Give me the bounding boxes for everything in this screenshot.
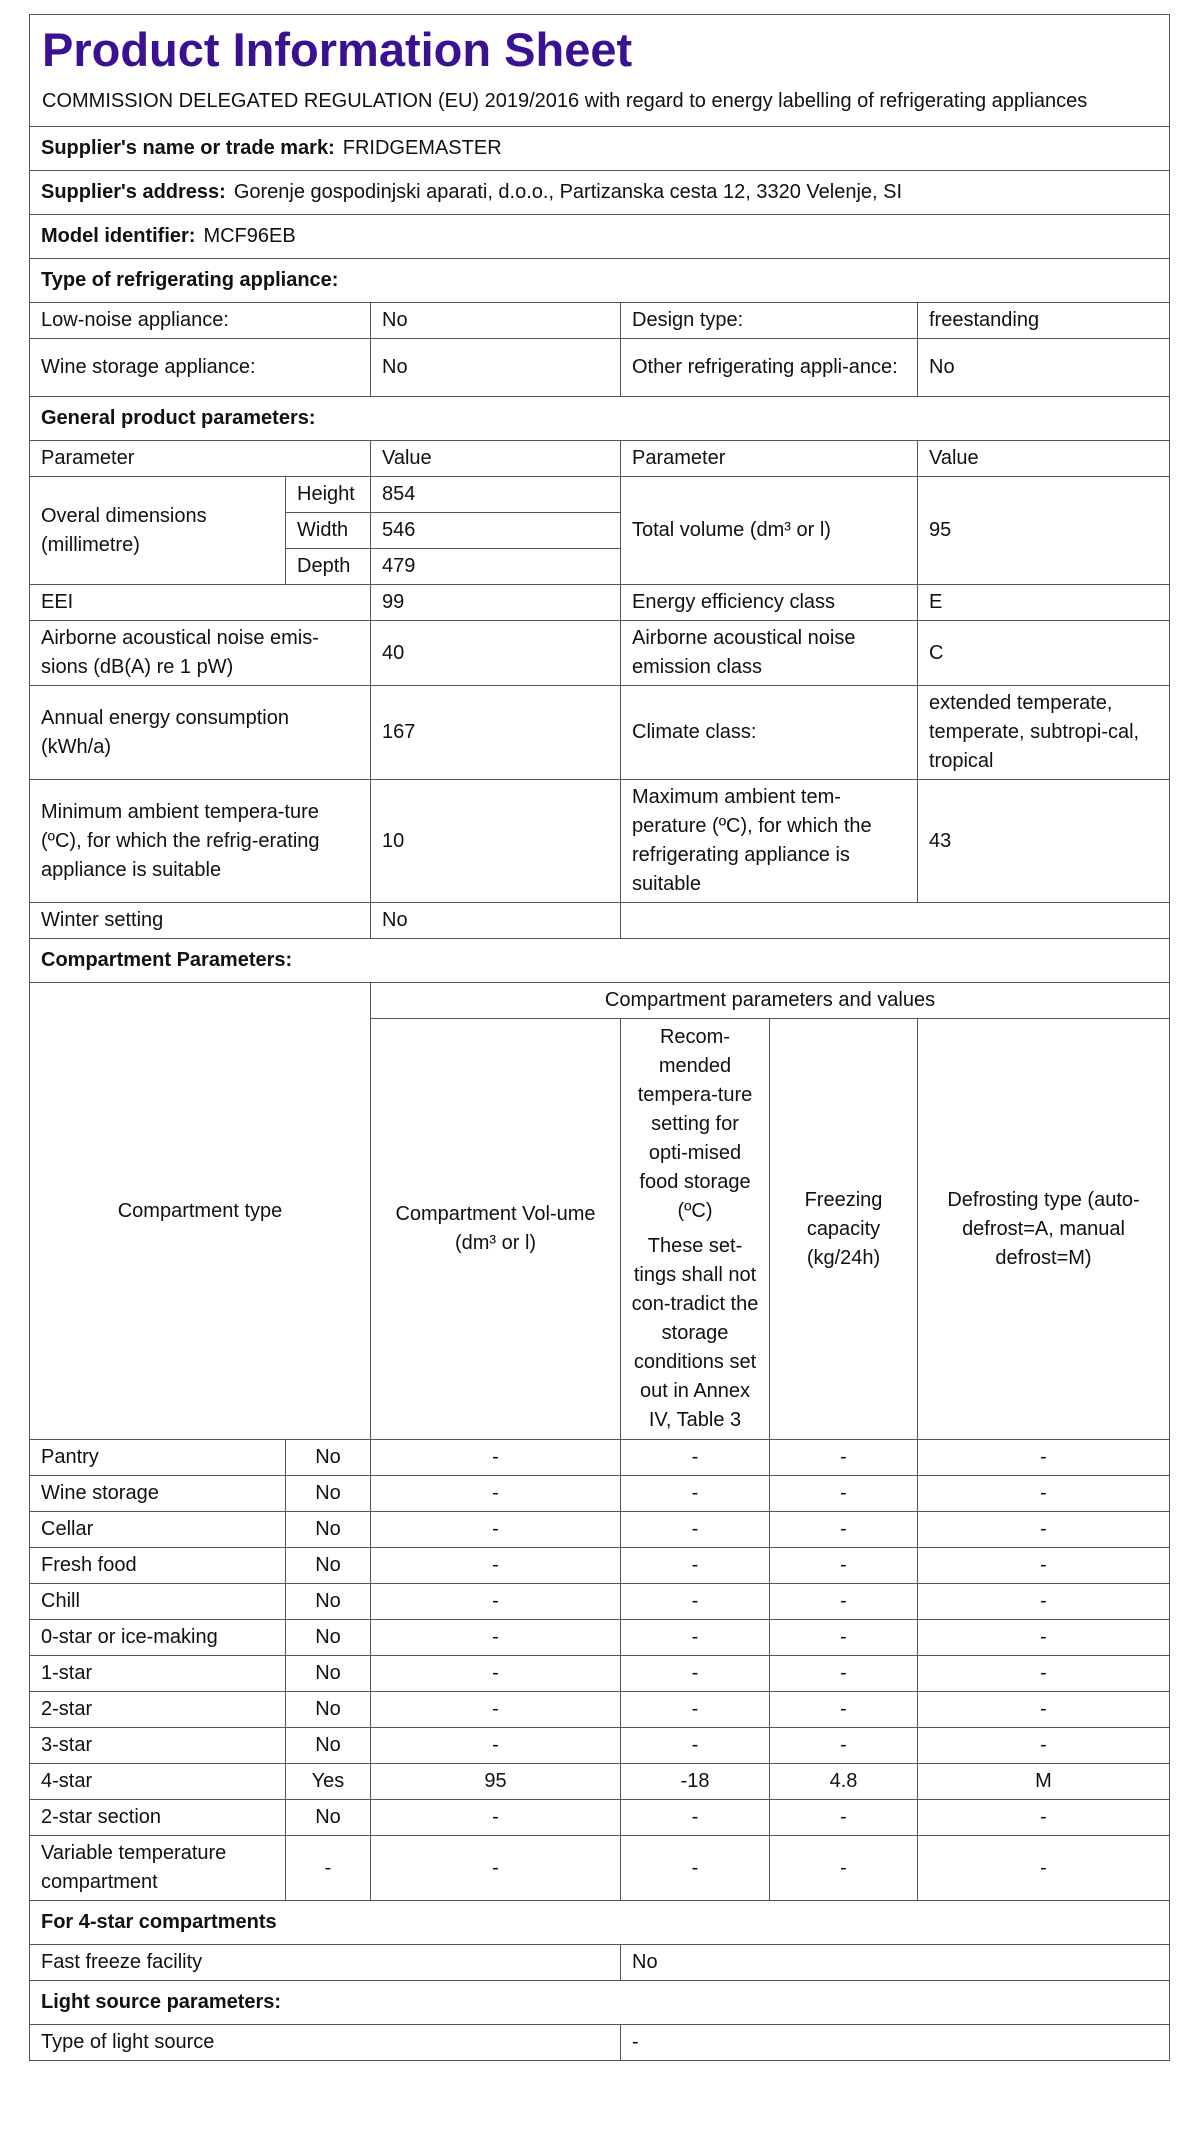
compartment-name: 3-star: [30, 1728, 286, 1764]
depth-value: 479: [371, 549, 621, 585]
empty-cell: [621, 903, 1170, 939]
compartment-freezing: 4.8: [770, 1764, 918, 1800]
total-volume-value: 95: [918, 477, 1170, 585]
compartment-row: [30, 1692, 1170, 1728]
compartment-row: [30, 1620, 1170, 1656]
compartment-defrost: -: [918, 1800, 1170, 1836]
type-row-2: [30, 339, 1170, 397]
compartment-present: -: [286, 1836, 371, 1901]
compartment-name: Chill: [30, 1584, 286, 1620]
compartment-freezing: -: [770, 1692, 918, 1728]
climate-class-label: Climate class:: [621, 686, 918, 780]
compartment-defrost: -: [918, 1440, 1170, 1476]
compartment-freezing: -: [770, 1512, 918, 1548]
compartment-present: No: [286, 1476, 371, 1512]
compartment-freezing: -: [770, 1548, 918, 1584]
compartment-name: Variable temperature compartment: [30, 1836, 286, 1901]
noise-class-label: Airborne acoustical noise emission class: [621, 621, 918, 686]
compartment-row: [30, 1800, 1170, 1836]
light-type-row: [30, 2025, 1170, 2061]
compartment-row: [30, 1512, 1170, 1548]
compartment-section-row: [30, 939, 1170, 983]
climate-class-value: extended temperate, temperate, subtropi-cal, tropical: [918, 686, 1170, 780]
regulation-text: COMMISSION DELEGATED REGULATION (EU) 2019/2016 with regard to energy labelling of refrigerating appliances: [42, 90, 1088, 112]
freezing-capacity-header: Freezing capacity (kg/24h): [770, 1019, 918, 1440]
max-ambient-temp-label: Maximum ambient tem-perature (ºC), for which the refrigerating appliance is suitable: [621, 780, 918, 903]
compartment-name: 0-star or ice-making: [30, 1620, 286, 1656]
defrosting-type-header: Defrosting type (auto-defrost=A, manual defrost=M): [918, 1019, 1170, 1440]
compartment-name: 4-star: [30, 1764, 286, 1800]
supplier-address-row: [30, 171, 1170, 215]
wine-appliance-label: Wine storage appliance:: [30, 339, 371, 397]
light-section-row: [30, 1981, 1170, 2025]
compartment-temp: -: [621, 1692, 770, 1728]
parameter-header-right: Parameter: [621, 441, 918, 477]
max-ambient-temp-value: 43: [918, 780, 1170, 903]
compartment-present: No: [286, 1440, 371, 1476]
noise-emissions-label: Airborne acoustical noise emis-sions (dB(A) re 1 pW): [30, 621, 371, 686]
compartment-defrost: -: [918, 1836, 1170, 1901]
value-header-left: Value: [371, 441, 621, 477]
compartment-rows: [30, 1440, 1170, 1901]
annual-energy-row: [30, 686, 1170, 780]
compartment-row: [30, 1584, 1170, 1620]
height-label: Height: [286, 477, 371, 513]
four-star-section-row: [30, 1901, 1170, 1945]
compartment-row: [30, 1440, 1170, 1476]
compartment-volume: -: [371, 1800, 621, 1836]
compartment-volume: -: [371, 1836, 621, 1901]
supplier-address-label: Supplier's address:: [41, 181, 226, 203]
ambient-temp-row: [30, 780, 1170, 903]
compartment-present: No: [286, 1548, 371, 1584]
other-appliance-label: Other refrigerating appli-ance:: [621, 339, 918, 397]
compartment-defrost: -: [918, 1512, 1170, 1548]
compartment-temp: -: [621, 1800, 770, 1836]
annual-energy-label: Annual energy consumption (kWh/a): [30, 686, 371, 780]
compartment-temp: -: [621, 1836, 770, 1901]
low-noise-label: Low-noise appliance:: [30, 303, 371, 339]
compartment-name: Pantry: [30, 1440, 286, 1476]
compartment-row: [30, 1728, 1170, 1764]
product-information-sheet: [29, 14, 1169, 2061]
compartment-row: [30, 1836, 1170, 1901]
fast-freeze-value: No: [621, 1945, 1170, 1981]
general-section-heading: General product parameters:: [30, 397, 1170, 441]
compartment-present: No: [286, 1728, 371, 1764]
compartment-present: No: [286, 1692, 371, 1728]
compartment-name: Wine storage: [30, 1476, 286, 1512]
compartment-volume: -: [371, 1476, 621, 1512]
noise-emissions-value: 40: [371, 621, 621, 686]
compartment-present: No: [286, 1620, 371, 1656]
compartment-freezing: -: [770, 1584, 918, 1620]
four-star-section-heading: For 4-star compartments: [30, 1901, 1170, 1945]
header-row: [30, 15, 1170, 127]
compartment-temp: -: [621, 1584, 770, 1620]
compartment-name: Cellar: [30, 1512, 286, 1548]
compartment-name: Fresh food: [30, 1548, 286, 1584]
model-value: MCF96EB: [203, 225, 296, 247]
energy-class-value: E: [918, 585, 1170, 621]
compartment-volume: -: [371, 1512, 621, 1548]
height-value: 854: [371, 477, 621, 513]
min-ambient-temp-label: Minimum ambient tempera-ture (ºC), for which the refrig-erating appliance is suitable: [30, 780, 371, 903]
compartment-defrost: M: [918, 1764, 1170, 1800]
winter-setting-row: [30, 903, 1170, 939]
light-type-label: Type of light source: [30, 2025, 621, 2061]
compartment-defrost: -: [918, 1692, 1170, 1728]
value-header-right: Value: [918, 441, 1170, 477]
compartment-volume-header: Compartment Vol-ume (dm³ or l): [371, 1019, 621, 1440]
compartment-volume: -: [371, 1728, 621, 1764]
compartment-row: [30, 1656, 1170, 1692]
min-ambient-temp-value: 10: [371, 780, 621, 903]
type-row-1: [30, 303, 1170, 339]
compartment-freezing: -: [770, 1440, 918, 1476]
info-sheet-table: [29, 14, 1170, 2061]
eei-row: [30, 585, 1170, 621]
compartment-volume: -: [371, 1692, 621, 1728]
recommended-temp-text: Recom-mended tempera-ture setting for opti-mised food storage (ºC): [637, 1026, 753, 1222]
supplier-name-value: FRIDGEMASTER: [342, 137, 502, 159]
width-value: 546: [371, 513, 621, 549]
compartment-temp: -: [621, 1656, 770, 1692]
supplier-address-value: Gorenje gospodinjski aparati, d.o.o., Partizanska cesta 12, 3320 Velenje, SI: [233, 181, 903, 203]
wine-appliance-value: No: [371, 339, 621, 397]
fast-freeze-row: [30, 1945, 1170, 1981]
model-label: Model identifier:: [41, 225, 196, 247]
compartment-temp: -: [621, 1476, 770, 1512]
compartment-volume: -: [371, 1620, 621, 1656]
compartment-volume: -: [371, 1584, 621, 1620]
compartment-temp: -: [621, 1548, 770, 1584]
compartment-section-heading: Compartment Parameters:: [30, 939, 1170, 983]
compartment-temp: -18: [621, 1764, 770, 1800]
winter-setting-label: Winter setting: [30, 903, 371, 939]
compartment-present: No: [286, 1800, 371, 1836]
energy-class-label: Energy efficiency class: [621, 585, 918, 621]
compartment-defrost: -: [918, 1476, 1170, 1512]
compartment-volume: 95: [371, 1764, 621, 1800]
compartment-defrost: -: [918, 1584, 1170, 1620]
compartment-row: [30, 1548, 1170, 1584]
compartment-freezing: -: [770, 1476, 918, 1512]
compartment-name: 2-star section: [30, 1800, 286, 1836]
noise-class-value: C: [918, 621, 1170, 686]
supplier-name-row: [30, 127, 1170, 171]
compartment-name: 1-star: [30, 1656, 286, 1692]
compartment-freezing: -: [770, 1800, 918, 1836]
annual-energy-value: 167: [371, 686, 621, 780]
compartment-freezing: -: [770, 1620, 918, 1656]
compartment-row: [30, 1764, 1170, 1800]
dimensions-label: Overal dimensions (millimetre): [30, 477, 286, 585]
compartment-present: No: [286, 1584, 371, 1620]
compartment-volume: -: [371, 1440, 621, 1476]
recommended-temp-header: [621, 1019, 770, 1440]
compartment-defrost: -: [918, 1728, 1170, 1764]
compartment-parameters-header: Compartment parameters and values: [371, 983, 1170, 1019]
compartment-name: 2-star: [30, 1692, 286, 1728]
compartment-present: No: [286, 1512, 371, 1548]
model-row: [30, 215, 1170, 259]
compartment-type-header: Compartment type: [30, 983, 371, 1440]
depth-label: Depth: [286, 549, 371, 585]
compartment-volume: -: [371, 1548, 621, 1584]
general-section-row: [30, 397, 1170, 441]
type-section-row: [30, 259, 1170, 303]
compartment-group-header-row: [30, 983, 1170, 1019]
light-type-value: -: [621, 2025, 1170, 2061]
design-type-value: freestanding: [918, 303, 1170, 339]
low-noise-value: No: [371, 303, 621, 339]
parameter-header-left: Parameter: [30, 441, 371, 477]
winter-setting-value: No: [371, 903, 621, 939]
compartment-volume: -: [371, 1656, 621, 1692]
dimension-row-height: [30, 477, 1170, 513]
type-section-heading: Type of refrigerating appliance:: [30, 259, 1170, 303]
compartment-defrost: -: [918, 1620, 1170, 1656]
compartment-freezing: -: [770, 1836, 918, 1901]
design-type-label: Design type:: [621, 303, 918, 339]
compartment-temp: -: [621, 1620, 770, 1656]
compartment-temp: -: [621, 1728, 770, 1764]
total-volume-label: Total volume (dm³ or l): [621, 477, 918, 585]
compartment-defrost: -: [918, 1548, 1170, 1584]
eei-value: 99: [371, 585, 621, 621]
recommended-temp-note: These set-tings shall not con-tradict the storage conditions set out in Annex IV, Table 3: [631, 1235, 759, 1431]
fast-freeze-label: Fast freeze facility: [30, 1945, 621, 1981]
width-label: Width: [286, 513, 371, 549]
noise-row: [30, 621, 1170, 686]
compartment-present: Yes: [286, 1764, 371, 1800]
compartment-defrost: -: [918, 1656, 1170, 1692]
other-appliance-value: No: [918, 339, 1170, 397]
light-section-heading: Light source parameters:: [30, 1981, 1170, 2025]
compartment-temp: -: [621, 1512, 770, 1548]
compartment-freezing: -: [770, 1656, 918, 1692]
compartment-temp: -: [621, 1440, 770, 1476]
general-header-row: [30, 441, 1170, 477]
supplier-name-label: Supplier's name or trade mark:: [41, 137, 335, 159]
compartment-freezing: -: [770, 1728, 918, 1764]
compartment-present: No: [286, 1656, 371, 1692]
eei-label: EEI: [30, 585, 371, 621]
page-title: Product Information Sheet: [42, 23, 633, 76]
compartment-row: [30, 1476, 1170, 1512]
